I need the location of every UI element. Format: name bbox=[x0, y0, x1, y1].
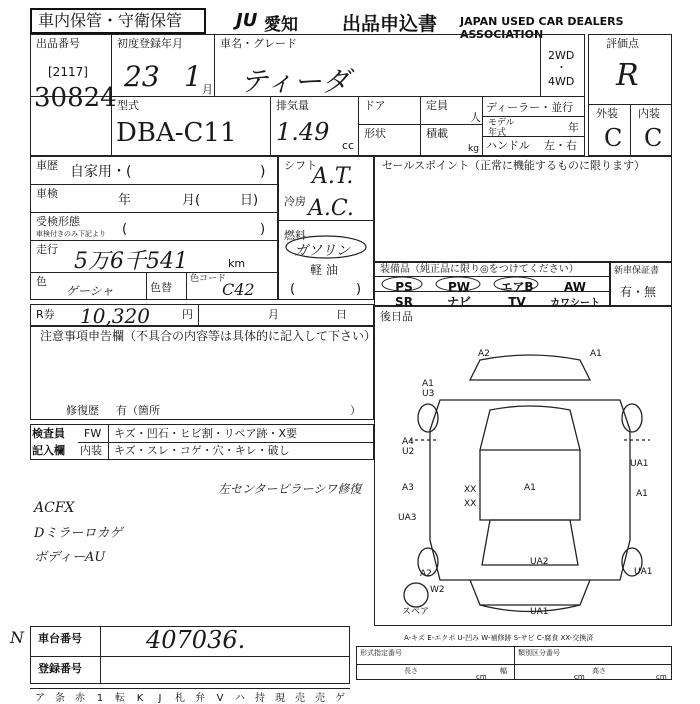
equipment-label: 装備品（純正品に限り◎をつけてください） bbox=[380, 264, 579, 275]
designated-long-unit: cm bbox=[476, 673, 487, 681]
vehicle-detail-grid bbox=[30, 156, 278, 300]
chassis-side-mark: N bbox=[10, 628, 24, 647]
recycle-day: 日 bbox=[336, 308, 347, 321]
legend-text: A-キズ E-エクボ U-凹み W-補修跡 S-サビ C-腐食 XX-交換済 bbox=[404, 634, 594, 642]
lot-number: 30824 bbox=[34, 83, 117, 113]
fuel-paren-open: ( bbox=[290, 282, 296, 297]
model-name-value: ティーダ bbox=[240, 65, 350, 98]
acceptance-label: 受検形態 bbox=[36, 215, 80, 228]
mileage-unit: km bbox=[228, 257, 246, 270]
inspection-year: 年 bbox=[118, 193, 132, 208]
color-label: 色 bbox=[36, 275, 47, 288]
mark-ua3: UA3 bbox=[398, 513, 417, 523]
fuel-value: ガソリン bbox=[294, 243, 350, 259]
registration-month-unit: 月 bbox=[202, 83, 213, 96]
chassis-value: 407036. bbox=[146, 626, 246, 654]
mileage-label: 走行 bbox=[36, 243, 58, 256]
aftermarket-label: 後日品 bbox=[380, 310, 413, 323]
shift-label: シフト bbox=[284, 159, 317, 172]
exterior-label: 外装 bbox=[596, 107, 618, 120]
new-warranty-label: 新車保証書 bbox=[614, 266, 660, 276]
note-line-3: ボディーAU bbox=[34, 550, 106, 565]
footer-cell: J bbox=[158, 693, 162, 704]
color-value: ゲーシャ bbox=[66, 284, 114, 298]
fuel-diesel: 軽 油 bbox=[310, 263, 338, 277]
fuel-label: 燃料 bbox=[284, 229, 306, 242]
shape-label: 形状 bbox=[364, 127, 386, 140]
mark-a1-left: A1 bbox=[422, 379, 434, 389]
drive-2wd: 2WD bbox=[548, 49, 575, 62]
grade-label: 評価点 bbox=[606, 37, 639, 50]
footer-cell: V bbox=[216, 693, 224, 704]
mark-ua1-right: UA1 bbox=[630, 459, 649, 469]
type-label: 型式 bbox=[117, 99, 139, 112]
load-unit: kg bbox=[468, 144, 479, 154]
acceptance-open: ( bbox=[122, 222, 128, 237]
registration-month: 1 bbox=[184, 60, 202, 93]
selling-points-label: セールスポイント（正常に機能するものに限ります） bbox=[382, 159, 646, 172]
model-year-unit: 年 bbox=[568, 121, 579, 134]
history-close: ) bbox=[260, 164, 266, 180]
designated-width-unit: cm bbox=[574, 673, 585, 681]
equipment-sr: SR bbox=[395, 295, 413, 309]
designated-label-2: 類別区分番号 bbox=[518, 649, 560, 657]
footer-cell: 売 bbox=[315, 693, 325, 704]
mark-front-left: A2 bbox=[478, 349, 490, 359]
acceptance-close: ) bbox=[260, 222, 266, 237]
equipment-leather: カワシート bbox=[550, 298, 600, 309]
color-change-label: 色替 bbox=[150, 281, 172, 294]
footer-cell: 札 bbox=[175, 693, 185, 704]
inspection-label: 車検 bbox=[36, 187, 58, 200]
displacement-unit: cc bbox=[342, 139, 355, 152]
inspector-fw-label: FW bbox=[84, 427, 102, 440]
aircon-label: 冷房 bbox=[284, 195, 306, 208]
exterior-grade: C bbox=[604, 124, 623, 152]
dealer-label: ディーラー・並行 bbox=[486, 101, 574, 114]
english-title: JAPAN USED CAR DEALERS ASSOCIATION bbox=[460, 15, 624, 41]
mark-a1-center: A1 bbox=[524, 483, 536, 493]
recycle-unit: 円 bbox=[182, 308, 193, 321]
mark-front-right: A1 bbox=[590, 349, 602, 359]
recycle-month: 月 bbox=[268, 308, 279, 321]
doors-label: ドア bbox=[364, 99, 386, 112]
color-code-label: 色コード bbox=[190, 274, 227, 284]
designated-label-1: 形式指定番号 bbox=[360, 649, 402, 657]
footer-cell: 売 bbox=[295, 693, 305, 704]
storage-label: 車内保管・守衛保管 bbox=[38, 11, 183, 30]
grade-value: R bbox=[616, 58, 639, 93]
inspector-fw-items: キズ・凹石・ヒビ割・リペア跡・X要 bbox=[114, 427, 298, 440]
history-value: 自家用・( bbox=[70, 164, 132, 180]
inspection-day: 日) bbox=[240, 193, 259, 208]
color-code-value: C42 bbox=[222, 280, 255, 299]
mileage-value: 5万6千541 bbox=[74, 249, 188, 274]
equipment-tv: TV bbox=[508, 295, 526, 309]
capacity-label: 定員 bbox=[426, 99, 448, 112]
mark-ua2: UA2 bbox=[530, 557, 549, 567]
footer-cell: ハ bbox=[235, 693, 245, 704]
registration-label: 初度登録年月 bbox=[117, 37, 183, 50]
equipment-aw: AW bbox=[564, 280, 586, 294]
mark-xx-1: XX bbox=[464, 485, 477, 495]
mark-a3: A3 bbox=[402, 483, 414, 493]
shift-value: A.T. bbox=[312, 164, 354, 189]
mark-a1-right: A1 bbox=[636, 489, 648, 499]
repair-history-label: 修復歴 bbox=[66, 404, 99, 417]
footer-cell: K bbox=[136, 693, 144, 704]
lot-label: 出品番号 bbox=[36, 37, 80, 50]
org-name: 愛知 bbox=[264, 15, 298, 35]
mark-u2: U2 bbox=[402, 447, 415, 457]
designated-width: 幅 bbox=[500, 667, 507, 675]
mark-ua1-rear: UA1 bbox=[634, 567, 653, 577]
displacement-value: 1.49 bbox=[276, 118, 330, 146]
designated-long: 長さ bbox=[404, 667, 418, 675]
capacity-unit: 人 bbox=[470, 111, 481, 124]
model-name-label: 車名・グレード bbox=[220, 37, 297, 50]
drive-sep: ・ bbox=[556, 61, 567, 74]
history-label: 車歴 bbox=[36, 159, 58, 172]
lot-code: [2117] bbox=[48, 65, 88, 79]
inspector-int-label: 内装 bbox=[80, 444, 102, 457]
handle-options: 左・右 bbox=[544, 139, 577, 152]
acceptance-note: 車検付きのみ下記より bbox=[36, 230, 106, 238]
chassis-label: 車台番号 bbox=[38, 632, 82, 645]
repair-history-value: 有（箇所 bbox=[116, 404, 160, 417]
inspector-label-2: 記入欄 bbox=[32, 444, 65, 457]
fuel-circle bbox=[282, 229, 370, 262]
footer-cell: ゲ bbox=[335, 693, 345, 704]
footer-cell: 1 bbox=[96, 693, 104, 704]
footer-cell: 持 bbox=[255, 693, 265, 704]
note-line-2: Dミラーロカゲ bbox=[34, 526, 123, 541]
note-line-1: ACFX bbox=[34, 500, 75, 516]
footer-cell: 条 bbox=[55, 693, 65, 704]
type-value: DBA-C11 bbox=[116, 118, 237, 148]
designated-height: 高さ bbox=[592, 667, 606, 675]
drive-4wd: 4WD bbox=[548, 75, 575, 88]
footer-cell: 現 bbox=[275, 693, 285, 704]
recycle-value: 10,320 bbox=[80, 304, 150, 328]
damage-marks bbox=[398, 349, 652, 617]
mark-xx-2: XX bbox=[464, 499, 477, 509]
inspector-int-items: キズ・スレ・コゲ・穴・キレ・破し bbox=[114, 444, 290, 457]
footer-cell: 弁 bbox=[195, 693, 205, 704]
designated-height-unit: cm bbox=[656, 673, 667, 681]
spare-label: スペア bbox=[402, 607, 430, 617]
mark-ua1-bottom: UA1 bbox=[530, 607, 549, 617]
aircon-value: A.C. bbox=[308, 196, 354, 221]
interior-grade: C bbox=[644, 124, 663, 152]
load-label: 積載 bbox=[426, 127, 448, 140]
equipment-navi: ナビ bbox=[446, 295, 471, 309]
model-year-label: モデル年式 bbox=[488, 118, 515, 138]
footer-cell: 赤 bbox=[75, 693, 85, 704]
new-warranty-value: 有・無 bbox=[620, 285, 657, 299]
equipment-ps: PS bbox=[395, 280, 413, 294]
form-title: 出品申込書 bbox=[342, 13, 438, 35]
interior-label: 内装 bbox=[638, 107, 660, 120]
inspection-month: 月( bbox=[182, 193, 201, 208]
footer-cell: 転 bbox=[115, 693, 125, 704]
notes-label: 注意事項申告欄（不具合の内容等は具体的に記入して下さい） bbox=[40, 329, 377, 343]
mark-a4: A4 bbox=[402, 437, 414, 447]
equipment-circles bbox=[374, 262, 610, 306]
car-damage-diagram bbox=[390, 340, 670, 630]
equipment-airbag: エアB bbox=[500, 280, 534, 294]
equipment-pw: PW bbox=[447, 280, 471, 294]
mark-a2-rear: A2 bbox=[420, 569, 432, 579]
footer-cell: ア bbox=[35, 693, 45, 704]
mark-w2: W2 bbox=[430, 585, 445, 595]
ju-logo: JU bbox=[236, 10, 258, 31]
repair-history-close: ） bbox=[350, 404, 361, 417]
mark-u3: U3 bbox=[422, 389, 435, 399]
displacement-label: 排気量 bbox=[276, 99, 309, 112]
handle-label: ハンドル bbox=[486, 139, 530, 152]
inspector-label-1: 検査員 bbox=[32, 427, 65, 440]
center-note: 左センターピラーシワ修復 bbox=[218, 482, 362, 496]
recycle-label: R券 bbox=[36, 308, 55, 321]
registration-year: 23 bbox=[124, 60, 160, 93]
reg-number-label: 登録番号 bbox=[38, 662, 82, 675]
footer-cells bbox=[30, 688, 350, 704]
fuel-paren-close: ) bbox=[356, 282, 362, 297]
